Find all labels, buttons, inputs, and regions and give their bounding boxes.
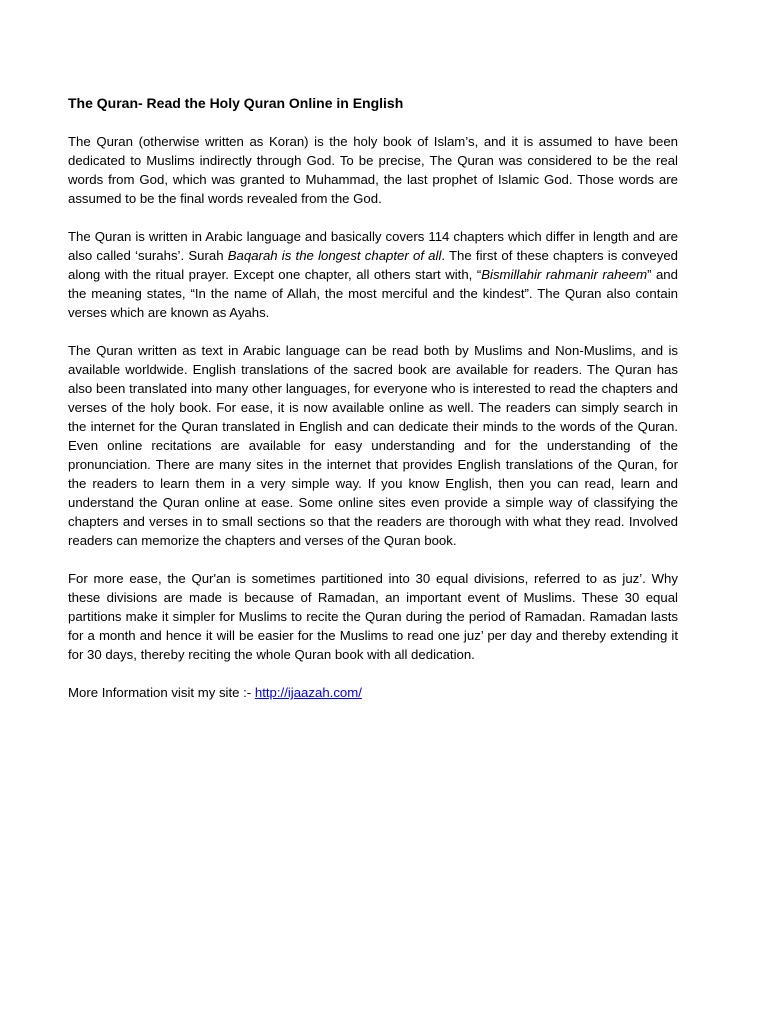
more-info-line bbox=[68, 683, 678, 702]
more-info-label: More Information visit my site :- bbox=[68, 685, 255, 700]
paragraph-chapters-italic-1: Baqarah is the longest chapter of all bbox=[227, 248, 442, 263]
paragraph-chapters-text-1: The Quran is written in Arabic language and basically covers 114 chapters which differ in length and are also called ‘surahs’. Surah bbox=[68, 229, 678, 263]
paragraph-translations: The Quran written as text in Arabic language can be read both by Muslims and Non-Muslims, and is available worldwide. English translations of the sacred book are available for readers. The Quran has also been translated into many other languages, for everyone who is interested to read the chapters and verses of the holy book. For ease, it is now available online as well. The readers can simply search in the internet for the Quran translated in English and can dedicate their minds to the words of the Quran. Even online recitations are available for easy understanding and for the understanding of the pronunciation. There are many sites in the internet that provides English translations of the Quran, for the readers to learn them in a very simple way. If you know English, then you can read, learn and understand the Quran online at ease. Some online sites even provide a simple way of classifying the chapters and verses in to small sections so that the readers are thorough with what they read. Involved readers can memorize the chapters and verses of the Quran book. bbox=[68, 343, 678, 548]
paragraph-juz: For more ease, the Qur'an is sometimes partitioned into 30 equal divisions, referred to as juz’. Why these divisions are made is because of Ramadan, an important event of Muslims. These 30 equal partitions make it simpler for Muslims to recite the Quran during the period of Ramadan. Ramadan lasts for a month and hence it will be easier for the Muslims to read one juz’ per day and thereby extending it for 30 days, thereby reciting the whole Quran book with all dedication. bbox=[68, 571, 678, 662]
paragraph-chapters-text-2: . The first of these chapters is conveyed along with the ritual prayer. Except one chapter, all others start with, “ bbox=[68, 248, 678, 282]
paragraph-chapters bbox=[68, 227, 678, 322]
paragraph-chapters-italic-2: Bismillahir rahmanir raheem bbox=[481, 267, 648, 282]
document-page bbox=[68, 94, 678, 721]
paragraph-chapters-text-3: ” and the meaning states, “In the name of Allah, the most merciful and the kindest”. The Quran also contain verses which are known as Ayahs. bbox=[68, 267, 678, 320]
site-link[interactable]: http://ijaazah.com/ bbox=[254, 685, 362, 700]
document-title: The Quran- Read the Holy Quran Online in English bbox=[68, 95, 404, 111]
paragraph-intro: The Quran (otherwise written as Koran) is the holy book of Islam’s, and it is assumed to have been dedicated to Muslims indirectly through God. To be precise, The Quran was considered to be the real words from God, which was granted to Muhammad, the last prophet of Islamic God. Those words are assumed to be the final words revealed from the God. bbox=[68, 134, 678, 206]
